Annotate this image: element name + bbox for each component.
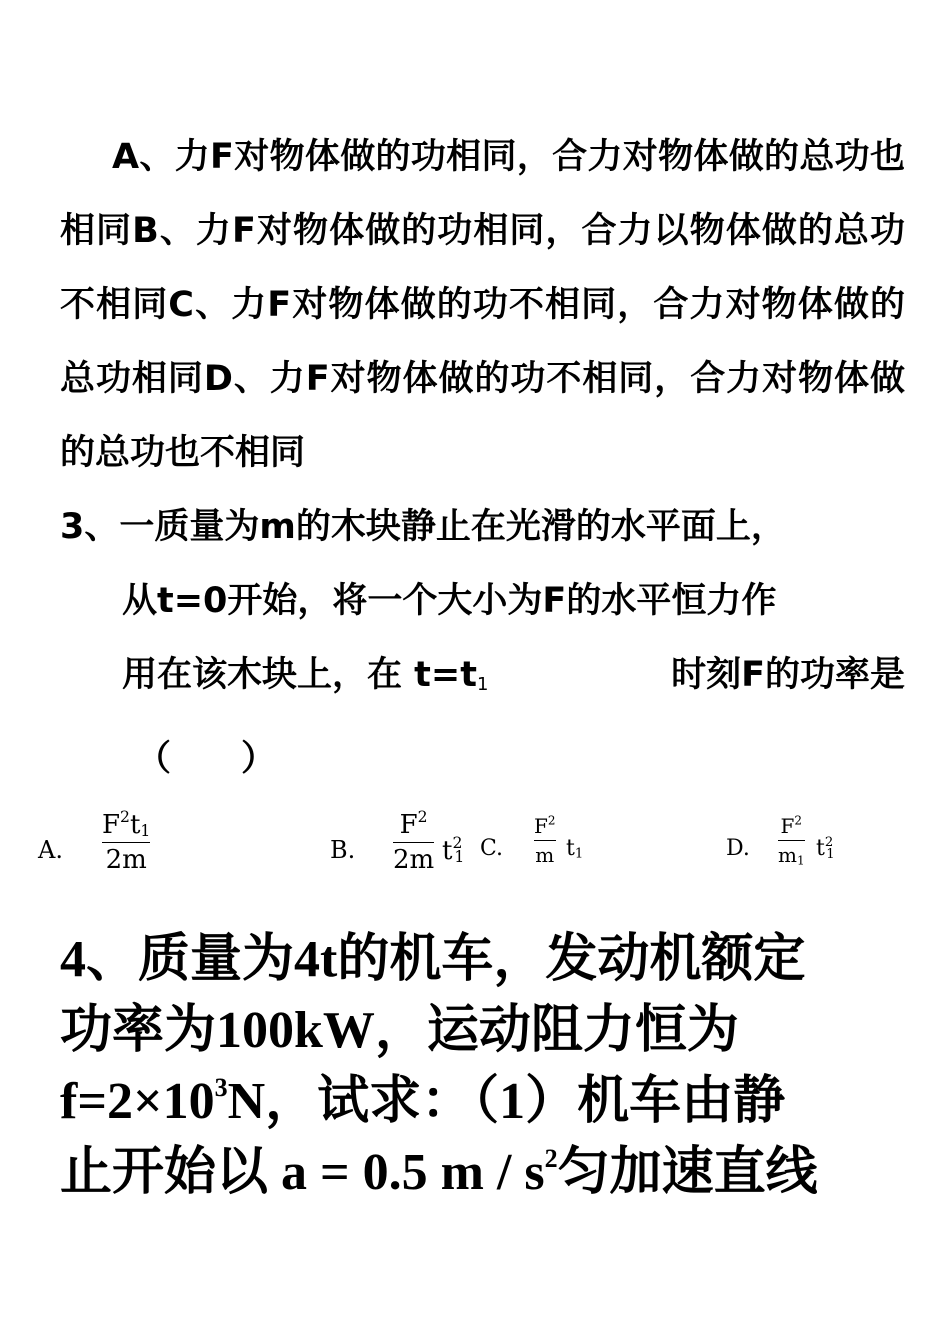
- q3-line-3-pre: 用在该木块上，在 t=t: [122, 655, 477, 695]
- q3-line-2: 从t=0开始，将一个大小为F的水平恒力作: [122, 581, 777, 621]
- q4-line-3-post: N，试求：（1）机车由静: [227, 1073, 786, 1130]
- choice-d-label: D.: [726, 836, 750, 861]
- choice-c-tail: $t_1$: [566, 836, 584, 862]
- q4-line-4-pre: 止开始以 a = 0.5 m / s: [60, 1144, 545, 1201]
- choice-b-label: B.: [330, 836, 356, 864]
- q3-line-3-head: [122, 638, 488, 722]
- choice-a-label: A.: [38, 836, 63, 864]
- choice-c-formula: $F^2$ m: [534, 813, 556, 867]
- choice-d-tail: $t^2_1$: [816, 834, 835, 862]
- q3-line-3-post: 时刻F的功率是: [671, 655, 905, 695]
- q4-line-4-sup: 2: [544, 1144, 558, 1173]
- question-2-options-text: A、力F对物体做的功相同，合力对物体做的总功也相同B、力F对物体做的功相同，合力以物体做的总功不相同C、力F对物体做的功不相同，合力对物体做的总功相同D、力F对物体做的功不相同，合力对物体做的总功也不相同: [60, 137, 905, 473]
- q3-line-3: [60, 638, 905, 722]
- question-4: [60, 924, 920, 1208]
- q4-line-4: [60, 1137, 920, 1208]
- q3-line-1: 3、一质量为m的木块静止在光滑的水平面上，: [60, 507, 786, 547]
- q3-choices: [38, 806, 918, 896]
- q3-line-3-sub: 1: [476, 674, 489, 695]
- choice-b-tail: $t^2_1$: [442, 834, 465, 867]
- q4-line-3-pre: f=2×10: [60, 1073, 215, 1130]
- q4-line-3: [60, 1066, 920, 1137]
- q4-line-4-post: 匀加速直线: [557, 1144, 818, 1201]
- q3-answer-blank: （ ）: [136, 739, 277, 779]
- choice-c-label: C.: [480, 836, 504, 861]
- q4-line-3-sup: 3: [214, 1073, 228, 1102]
- q4-line-1: 4、质量为4t的机车，发动机额定: [60, 931, 806, 988]
- choice-d-formula: $F^2$ $m_1$: [778, 813, 805, 868]
- choice-b-formula: $F^2$ 2m: [393, 808, 435, 875]
- question-3: [60, 490, 905, 796]
- q4-line-2: 功率为100kW，运动阻力恒为: [60, 1002, 739, 1059]
- choice-a-formula: $F^2t_1$ 2m: [102, 808, 151, 875]
